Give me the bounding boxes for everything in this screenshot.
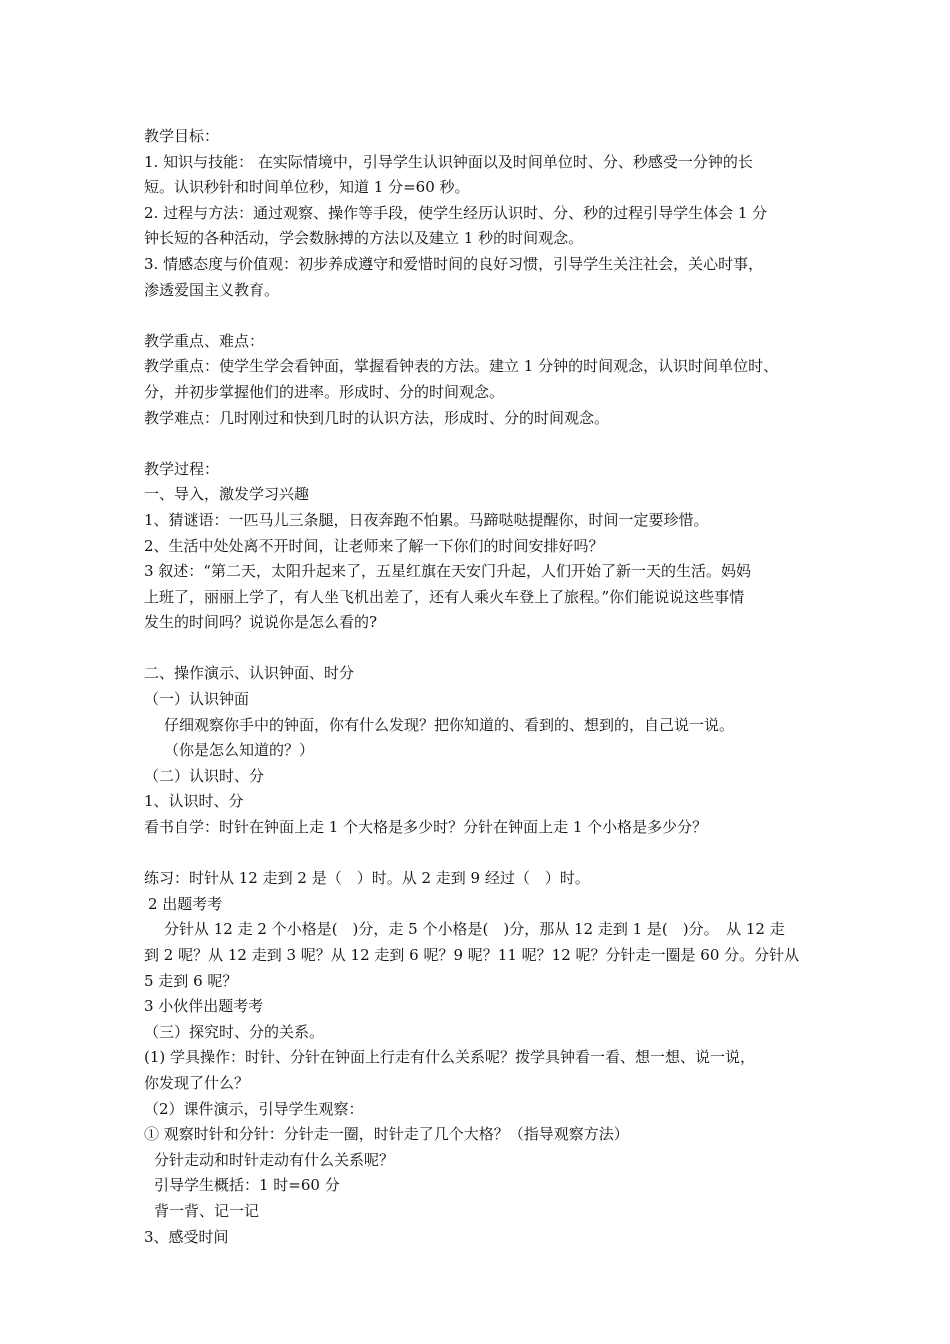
paragraph-line: （三）探究时、分的关系。	[144, 1022, 325, 1041]
paragraph-line: （你是怎么知道的？）	[164, 741, 315, 760]
paragraph-line: 渗透爱国主义教育。	[144, 280, 280, 299]
document-page	[144, 124, 824, 1250]
paragraph-line: 1、猜谜语：一匹马儿三条腿，日夜奔跑不怕累。马蹄哒哒提醒你，时间一定要珍惜。	[144, 510, 709, 529]
paragraph-line: （2）课件演示，引导学生观察：	[144, 1099, 364, 1118]
paragraph-line: 短。认识秒针和时间单位秒，知道 1 分=60 秒。	[144, 178, 470, 197]
paragraph-line: （一）认识钟面	[144, 690, 250, 709]
paragraph-line: 到 2 呢？从 12 走到 3 呢？从 12 走到 6 呢？9 呢？11 呢？12 呢？分针走一圈是 60 分。分针从	[144, 946, 800, 964]
paragraph-line: 看书自学：时针在钟面上走 1 个大格是多少时？分针在钟面上走 1 个小格是多少分？	[144, 818, 708, 837]
section-heading-operation: 二、操作演示、认识钟面、时分	[144, 664, 355, 683]
paragraph-line: 2 出题考考	[148, 894, 223, 913]
paragraph-line: 1、认识时、分	[144, 792, 244, 811]
blank-line	[144, 303, 824, 329]
paragraph-line: 3. 情感态度与价值观：初步养成遵守和爱惜时间的良好习惯，引导学生关注社会，关心时事，	[144, 254, 764, 273]
paragraph-line: 背一背、记一记	[154, 1201, 260, 1220]
paragraph-line: 教学难点：几时刚过和快到几时的认识方法，形成时、分的时间观念。	[144, 408, 610, 427]
paragraph-line: ① 观察时针和分针：分针走一圈，时针走了几个大格？（指导观察方法）	[144, 1125, 629, 1144]
paragraph-line: 你发现了什么？	[144, 1073, 250, 1092]
paragraph-line: 分针从 12 走 2 个小格是( )分，走 5 个小格是( )分，那从 12 走到 1 是( )分。 从 12 走	[164, 920, 785, 939]
paragraph-line: 分，并初步掌握他们的进率。形成时、分的时间观念。	[144, 382, 505, 401]
paragraph-line: 5 走到 6 呢？	[144, 971, 238, 990]
paragraph-line: 一、导入，激发学习兴趣	[144, 485, 310, 504]
paragraph-line: 分针走动和时针走动有什么关系呢？	[154, 1150, 395, 1169]
section-heading-key-points: 教学重点、难点：	[144, 331, 265, 350]
paragraph-line: 3、感受时间	[144, 1227, 229, 1246]
paragraph-line: 练习：时针从 12 走到 2 是（ ）时。从 2 走到 9 经过（ ）时。	[144, 869, 590, 888]
paragraph-line: 发生的时间吗？说说你是怎么看的?	[144, 613, 378, 632]
section-heading-process: 教学过程：	[144, 459, 220, 478]
blank-line	[144, 841, 824, 867]
paragraph-line: 2、生活中处处离不开时间，让老师来了解一下你们的时间安排好吗？	[144, 536, 604, 555]
paragraph-line: (1) 学具操作：时针、分针在钟面上行走有什么关系呢？拨学具钟看一看、想一想、说一说，	[144, 1048, 756, 1067]
paragraph-line: 3 叙述：“第二天，太阳升起来了，五星红旗在天安门升起，人们开始了新一天的生活。妈妈	[144, 562, 751, 581]
paragraph-line: 仔细观察你手中的钟面，你有什么发现？把你知道的、看到的、想到的，自己说一说。	[164, 715, 735, 734]
blank-line	[144, 431, 824, 457]
paragraph-line: 上班了，丽丽上学了，有人坐飞机出差了，还有人乘火车登上了旅程。”你们能说说这些事情	[144, 587, 745, 606]
paragraph-line: 教学重点：使学生学会看钟面，掌握看钟表的方法。建立 1 分钟的时间观念，认识时间单位时、	[144, 357, 779, 376]
section-heading-objectives: 教学目标：	[144, 127, 220, 145]
paragraph-line: 钟长短的各种活动，学会数脉搏的方法以及建立 1 秒的时间观念。	[144, 229, 584, 248]
paragraph-line: 2. 过程与方法：通过观察、操作等手段，使学生经历认识时、分、秒的过程引导学生体会 1 分	[144, 203, 768, 222]
blank-line	[144, 636, 824, 662]
paragraph-line: 引导学生概括：1 时=60 分	[154, 1176, 340, 1195]
paragraph-line: 1. 知识与技能： 在实际情境中，引导学生认识钟面以及时间单位时、分、秒感受一分钟的长	[144, 152, 753, 171]
paragraph-line: 3 小伙伴出题考考	[144, 997, 264, 1016]
paragraph-line: （二）认识时、分	[144, 766, 265, 785]
